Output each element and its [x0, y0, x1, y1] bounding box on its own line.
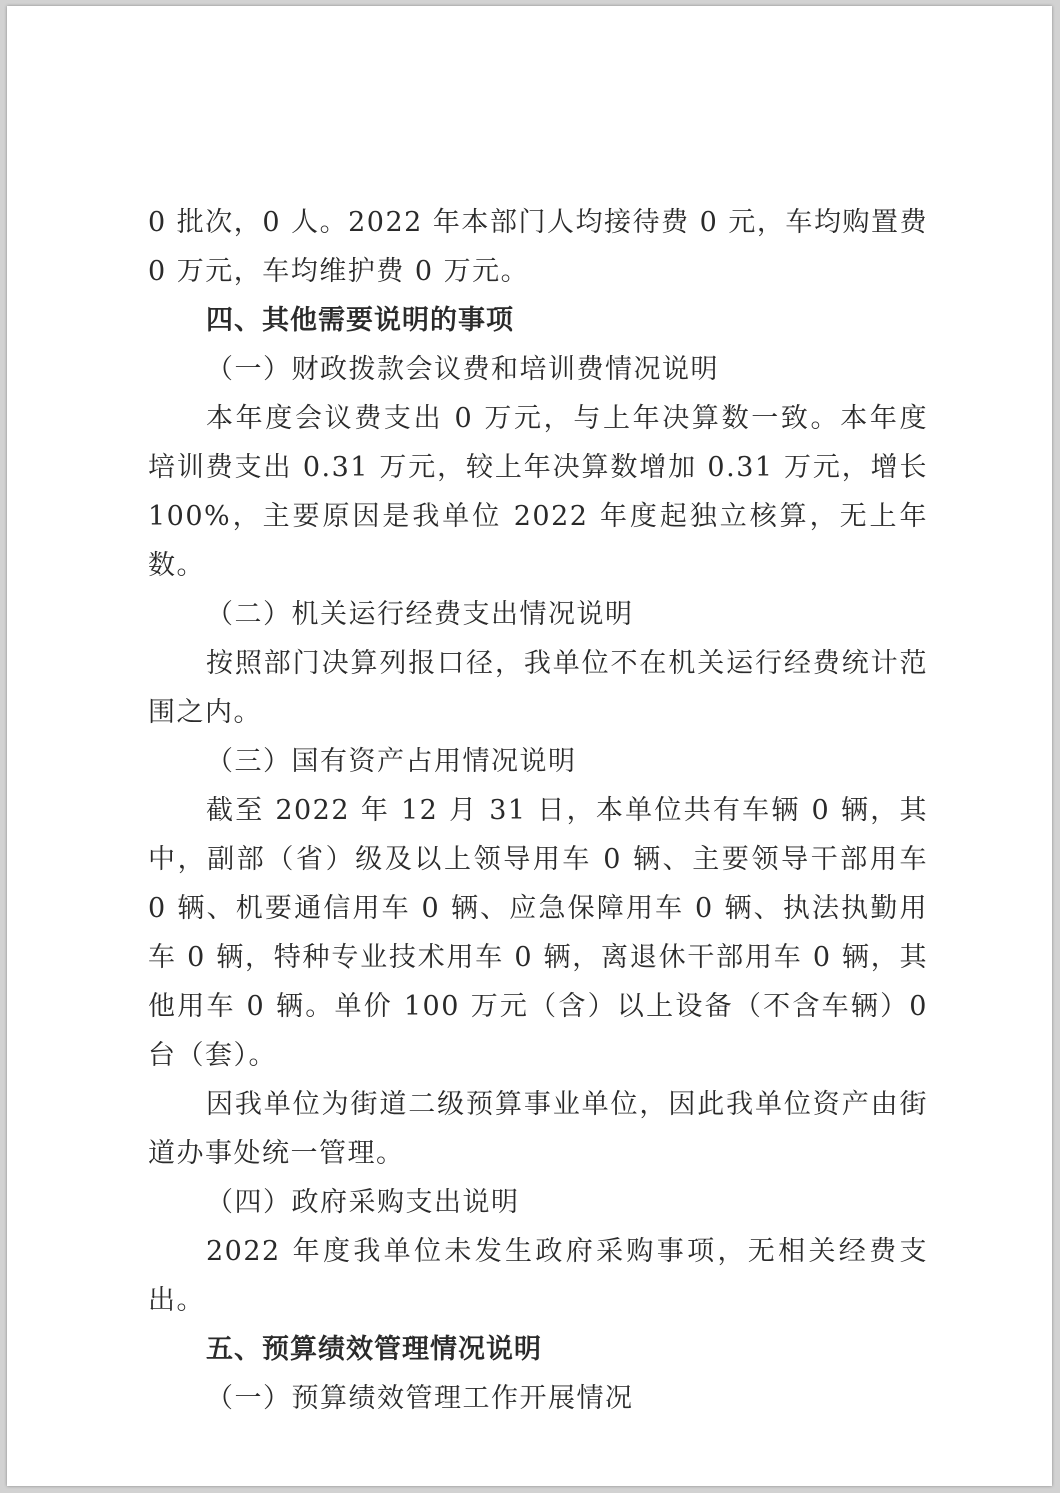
section-heading-other-matters: 四、其他需要说明的事项: [206, 305, 514, 336]
document-body: [148, 198, 939, 1423]
paragraph-government-procurement: 2022 年度我单位未发生政府采购事项，无相关经费支出。: [148, 1236, 928, 1316]
paragraph-meeting-training-fees: 本年度会议费支出 0 万元，与上年决算数一致。本年度培训费支出 0.31 万元，较上年决算数增加 0.31 万元，增长 100%，主要原因是我单位 2022 年度起独立核算，无上年数。: [148, 403, 939, 581]
paragraph-vehicles: 截至 2022 年 12 月 31 日，本单位共有车辆 0 辆，其中，副部（省）级及以上领导用车 0 辆、主要领导干部用车 0 辆、机要通信用车 0 辆、应急保障用车 0 辆、执法执勤用车 0 辆，特种专业技术用车 0 辆，离退休干部用车 0 辆，其他用车 0 辆。单价 100 万元（含）以上设备（不含车辆）0 台（套）。: [148, 795, 939, 1071]
subheading-performance-work: （一）预算绩效管理工作开展情况: [206, 1383, 634, 1414]
paragraph-operating-expenses: 按照部门决算列报口径，我单位不在机关运行经费统计范围之内。: [148, 648, 928, 728]
paragraph-asset-management: 因我单位为街道二级预算事业单位，因此我单位资产由街道办事处统一管理。: [148, 1089, 928, 1169]
subheading-operating-expenses: （二）机关运行经费支出情况说明: [206, 599, 634, 630]
document-page: [7, 6, 1052, 1486]
paragraph-reception-costs: 0 批次，0 人。2022 年本部门人均接待费 0 元，车均购置费 0 万元，车均维护费 0 万元。: [148, 207, 939, 287]
subheading-government-procurement: （四）政府采购支出说明: [206, 1187, 520, 1218]
section-heading-performance-management: 五、预算绩效管理情况说明: [206, 1334, 542, 1365]
subheading-meeting-training-fees: （一）财政拨款会议费和培训费情况说明: [206, 354, 719, 385]
subheading-state-assets: （三）国有资产占用情况说明: [206, 746, 577, 777]
